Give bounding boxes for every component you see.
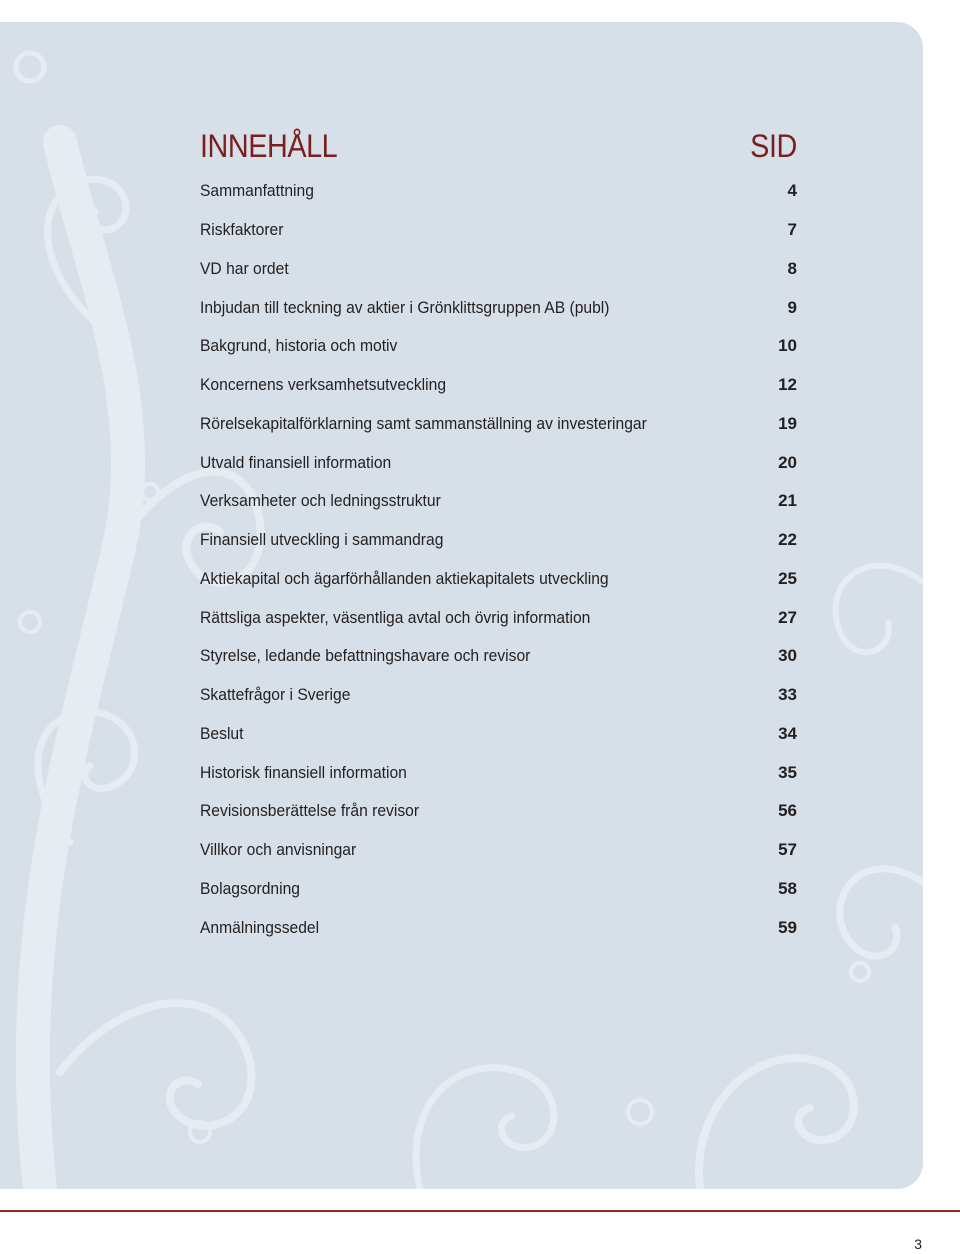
toc-entry-title: Villkor och anvisningar: [200, 840, 357, 860]
toc-entry-page: 33: [778, 685, 797, 705]
toc-entry-title: Styrelse, ledande befattningshavare och revisor: [200, 646, 531, 666]
toc-entry-page: 7: [787, 220, 797, 240]
toc-entry-title: Anmälningssedel: [200, 917, 320, 937]
toc-entry-title: Revisionsberättelse från revisor: [200, 801, 420, 821]
toc-entry-title: Skattefrågor i Sverige: [200, 685, 351, 705]
toc-entry-page: 8: [787, 258, 797, 278]
toc-entry-title: Inbjudan till teckning av aktier i Grönklittsgruppen AB (publ): [200, 297, 610, 317]
toc-entry-page: 21: [778, 491, 797, 511]
table-of-contents: [200, 128, 797, 947]
page-number: 3: [914, 1236, 922, 1252]
toc-entry-page: 19: [778, 413, 797, 433]
toc-entry-page: 22: [778, 530, 797, 550]
toc-entry[interactable]: [200, 908, 797, 947]
toc-entry-page: 35: [778, 762, 797, 782]
toc-entry[interactable]: [200, 831, 797, 870]
page-column-label: SID: [750, 128, 797, 164]
toc-entry[interactable]: [200, 172, 797, 211]
toc-entry[interactable]: [200, 521, 797, 560]
toc-entry-title: Riskfaktorer: [200, 220, 284, 240]
toc-entry-title: Sammanfattning: [200, 181, 314, 201]
toc-entry[interactable]: [200, 715, 797, 754]
toc-entry-page: 57: [778, 840, 797, 860]
toc-entry-page: 4: [787, 181, 797, 201]
toc-entry[interactable]: [200, 637, 797, 676]
toc-entry-page: 12: [778, 375, 797, 395]
page-title: INNEHÅLL: [200, 128, 338, 164]
toc-entry-page: 58: [778, 878, 797, 898]
toc-entry[interactable]: [200, 211, 797, 250]
toc-list: [200, 172, 797, 947]
toc-entry-page: 27: [778, 607, 797, 627]
toc-entry-page: 59: [778, 917, 797, 937]
toc-entry-page: 25: [778, 568, 797, 588]
toc-entry-title: Rörelsekapitalförklarning samt sammanställning av investeringar: [200, 413, 647, 433]
toc-entry-title: Rättsliga aspekter, väsentliga avtal och övrig information: [200, 607, 591, 627]
toc-entry-title: Beslut: [200, 723, 244, 743]
toc-entry-page: 56: [778, 801, 797, 821]
toc-entry[interactable]: [200, 288, 797, 327]
toc-entry-title: Bolagsordning: [200, 878, 301, 898]
toc-entry[interactable]: [200, 560, 797, 599]
toc-entry[interactable]: [200, 870, 797, 909]
toc-entry-title: Verksamheter och ledningsstruktur: [200, 491, 441, 511]
toc-entry-page: 10: [778, 336, 797, 356]
toc-entry-title: Koncernens verksamhetsutveckling: [200, 375, 447, 395]
toc-entry[interactable]: [200, 792, 797, 831]
toc-entry[interactable]: [200, 598, 797, 637]
toc-entry[interactable]: [200, 443, 797, 482]
toc-entry[interactable]: [200, 753, 797, 792]
toc-entry-page: 20: [778, 452, 797, 472]
toc-entry-page: 34: [778, 723, 797, 743]
toc-entry-page: 9: [787, 297, 797, 317]
toc-entry-title: Historisk finansiell information: [200, 762, 407, 782]
toc-entry-title: Utvald finansiell information: [200, 452, 392, 472]
toc-entry[interactable]: [200, 250, 797, 289]
toc-entry-page: 30: [778, 646, 797, 666]
toc-entry[interactable]: [200, 405, 797, 444]
toc-entry-title: Finansiell utveckling i sammandrag: [200, 530, 444, 550]
toc-header: [200, 128, 797, 168]
toc-entry[interactable]: [200, 676, 797, 715]
footer-rule: [0, 1210, 960, 1212]
toc-entry[interactable]: [200, 366, 797, 405]
toc-entry-title: Bakgrund, historia och motiv: [200, 336, 398, 356]
toc-entry-title: VD har ordet: [200, 258, 289, 278]
toc-entry[interactable]: [200, 327, 797, 366]
toc-entry[interactable]: [200, 482, 797, 521]
toc-entry-title: Aktiekapital och ägarförhållanden aktiekapitalets utveckling: [200, 568, 609, 588]
